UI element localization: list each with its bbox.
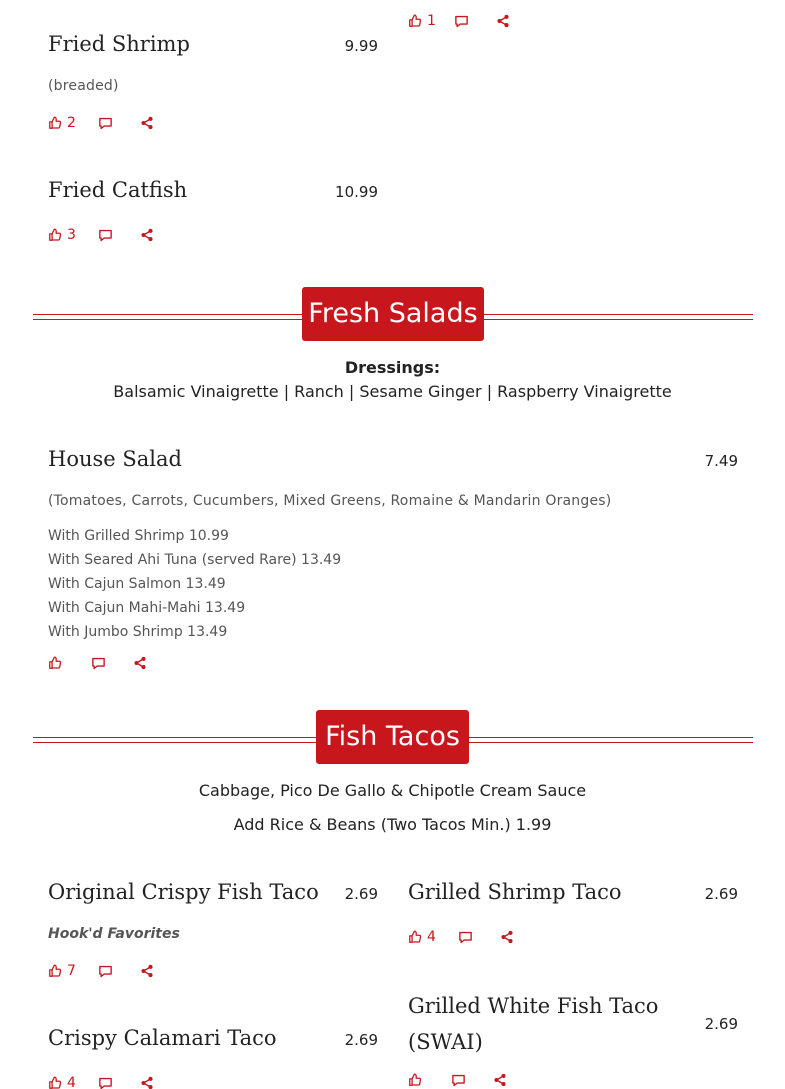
comment-icon: [451, 1073, 466, 1088]
item-price: 9.99: [344, 37, 378, 55]
item-name: Grilled White Fish Taco (SWAI): [408, 994, 659, 1054]
comment-icon: [98, 228, 113, 243]
thumbs-up-icon: [48, 116, 62, 130]
item-actions: [48, 654, 147, 672]
item-price: 2.69: [344, 885, 378, 903]
item-name: Fried Catfish: [48, 178, 188, 202]
item-price: 2.69: [704, 1015, 738, 1033]
share-icon: [496, 14, 510, 28]
like-button[interactable]: [48, 115, 98, 131]
share-icon: [140, 116, 154, 130]
share-icon: [493, 1073, 507, 1087]
item-price: 2.69: [344, 1031, 378, 1049]
like-button[interactable]: [408, 1073, 451, 1087]
comment-button[interactable]: [98, 116, 140, 131]
item-option: With Seared Ahi Tuna (served Rare) 13.49: [48, 552, 342, 568]
item-actions: [48, 226, 154, 244]
like-button[interactable]: [408, 13, 454, 29]
item-option: With Cajun Mahi-Mahi 13.49: [48, 600, 246, 616]
comment-icon: [458, 930, 473, 945]
comment-button[interactable]: [91, 656, 133, 671]
thumbs-up-icon: [408, 1073, 422, 1087]
comment-button[interactable]: [454, 14, 496, 29]
share-icon: [133, 656, 147, 670]
tacos-toppings: Cabbage, Pico De Gallo & Chipotle Cream Sauce: [198, 781, 587, 800]
share-icon: [140, 1076, 154, 1089]
item-name: Grilled Shrimp Taco: [408, 880, 622, 904]
comment-button[interactable]: [98, 228, 140, 243]
item-price: 7.49: [704, 452, 738, 470]
comment-icon: [98, 964, 113, 979]
share-button[interactable]: [133, 656, 147, 670]
comment-button[interactable]: [98, 964, 140, 979]
item-price: 10.99: [335, 183, 378, 201]
like-count: 4: [427, 929, 436, 945]
like-button[interactable]: [48, 963, 98, 979]
share-button[interactable]: [500, 930, 514, 944]
item-actions: [48, 962, 154, 980]
comment-button[interactable]: [458, 930, 500, 945]
dressings-label: Dressings:: [344, 358, 441, 377]
item-price: 2.69: [704, 885, 738, 903]
like-count: 1: [427, 13, 436, 29]
item-actions: [48, 114, 154, 132]
share-icon: [140, 964, 154, 978]
tacos-addon: Add Rice & Beans (Two Tacos Min.) 1.99: [233, 815, 552, 834]
item-option: With Grilled Shrimp 10.99: [48, 528, 229, 544]
thumbs-up-icon: [48, 964, 62, 978]
item-option: With Jumbo Shrimp 13.49: [48, 624, 228, 640]
item-description: (Tomatoes, Carrots, Cucumbers, Mixed Greens, Romaine & Mandarin Oranges): [48, 493, 612, 509]
share-button[interactable]: [496, 14, 510, 28]
thumbs-up-icon: [48, 1076, 62, 1089]
share-button[interactable]: [140, 964, 154, 978]
like-count: 7: [67, 963, 76, 979]
share-button[interactable]: [140, 116, 154, 130]
item-name: Crispy Calamari Taco: [48, 1026, 277, 1050]
like-count: 4: [67, 1075, 76, 1089]
share-button[interactable]: [140, 1076, 154, 1089]
dressings-list: Balsamic Vinaigrette | Ranch | Sesame Ginger | Raspberry Vinaigrette: [113, 382, 672, 401]
item-actions: [48, 1074, 154, 1089]
comment-icon: [98, 116, 113, 131]
section-title: Fish Tacos: [316, 710, 469, 764]
item-options: [48, 524, 341, 644]
like-button[interactable]: [48, 1075, 98, 1089]
share-icon: [140, 228, 154, 242]
item-actions: [408, 12, 510, 30]
share-icon: [500, 930, 514, 944]
comment-button[interactable]: [98, 1076, 140, 1089]
like-count: 3: [67, 227, 76, 243]
item-name: House Salad: [48, 447, 182, 471]
thumbs-up-icon: [408, 930, 422, 944]
item-name: Original Crispy Fish Taco: [48, 880, 319, 904]
comment-icon: [454, 14, 469, 29]
item-option: With Cajun Salmon 13.49: [48, 576, 226, 592]
thumbs-up-icon: [408, 14, 422, 28]
thumbs-up-icon: [48, 656, 62, 670]
like-button[interactable]: [48, 227, 98, 243]
item-actions: [408, 928, 514, 946]
item-name: Fried Shrimp: [48, 32, 190, 56]
comment-icon: [91, 656, 106, 671]
share-button[interactable]: [140, 228, 154, 242]
item-description: (breaded): [48, 78, 119, 94]
like-count: 2: [67, 115, 76, 131]
item-tag: Hook'd Favorites: [48, 926, 180, 942]
comment-icon: [98, 1076, 113, 1089]
section-title: Fresh Salads: [302, 287, 484, 341]
thumbs-up-icon: [48, 228, 62, 242]
like-button[interactable]: [48, 656, 91, 670]
comment-button[interactable]: [451, 1073, 493, 1088]
share-button[interactable]: [493, 1073, 507, 1087]
like-button[interactable]: [408, 929, 458, 945]
item-actions: [408, 1071, 507, 1089]
